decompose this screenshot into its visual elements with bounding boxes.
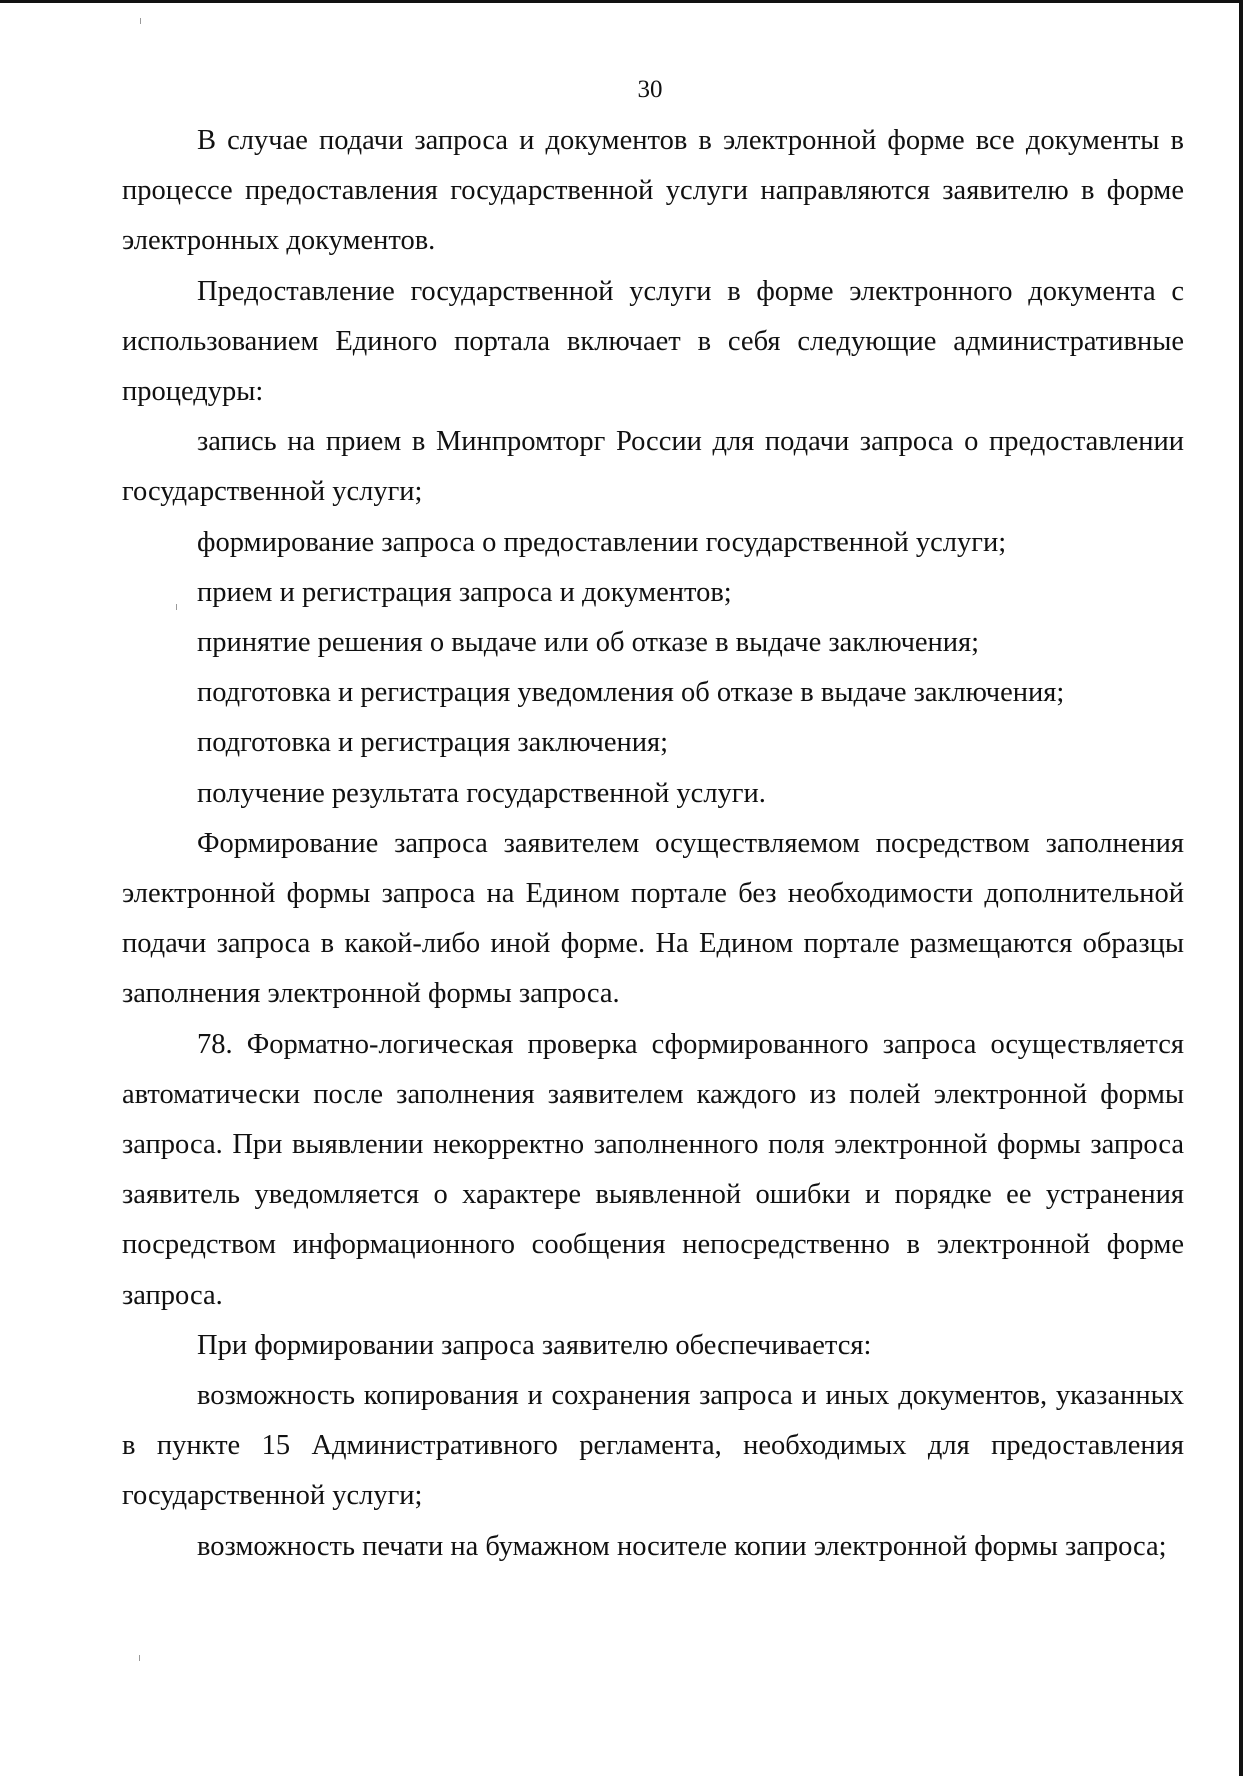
list-item: формирование запроса о предоставлении государственной услуги; [197, 526, 1007, 558]
list-item: возможность копирования и сохранения запроса и иных документов, указанных в пункте 15 Административного регламента, необходимых для предоставления государственной услуги; [122, 1380, 1184, 1512]
list-item: получение результата государственной услуги. [197, 777, 766, 809]
scan-speck [139, 1655, 140, 1661]
list-item: возможность печати на бумажном носителе копии электронной формы запроса; [197, 1530, 1167, 1562]
paragraph: В случае подачи запроса и документов в электронной форме все документы в процессе предоставления государственной услуги направляются заявителю в форме электронных документов. [122, 125, 1184, 257]
list-item: подготовка и регистрация уведомления об отказе в выдаче заключения; [197, 677, 1065, 709]
paragraph: Предоставление государственной услуги в форме электронного документа с использованием Единого портала включает в себя следующие административные процедуры: [122, 275, 1184, 408]
list-item: прием и регистрация запроса и документов; [197, 576, 732, 608]
list-item: запись на прием в Минпромторг России для подачи запроса о предоставлении государственной услуги; [122, 426, 1184, 508]
scan-speck [176, 604, 177, 610]
paragraph: Формирование запроса заявителем осуществляемом посредством заполнения электронной формы запроса на Едином портале без необходимости дополнительной подачи запроса в какой-либо иной форме. На Едином портале размещаются образцы заполнения электронной формы запроса. [122, 827, 1184, 1010]
paragraph: 78. Форматно-логическая проверка сформированного запроса осуществляется автоматически после заполнения заявителем каждого из полей электронной формы запроса. При выявлении некорректно заполненного поля электронной формы запроса заявитель уведомляется о характере выявленной ошибки и порядке ее устранения посредством информационного сообщения непосредственно в электронной форме запроса. [122, 1028, 1184, 1311]
list-item: подготовка и регистрация заключения; [197, 727, 669, 759]
page-number: 30 [637, 76, 663, 103]
document-body [122, 116, 1184, 1572]
paragraph: При формировании запроса заявителю обеспечивается: [197, 1329, 872, 1361]
scan-speck [140, 18, 141, 24]
list-item: принятие решения о выдаче или об отказе в выдаче заключения; [197, 627, 980, 659]
